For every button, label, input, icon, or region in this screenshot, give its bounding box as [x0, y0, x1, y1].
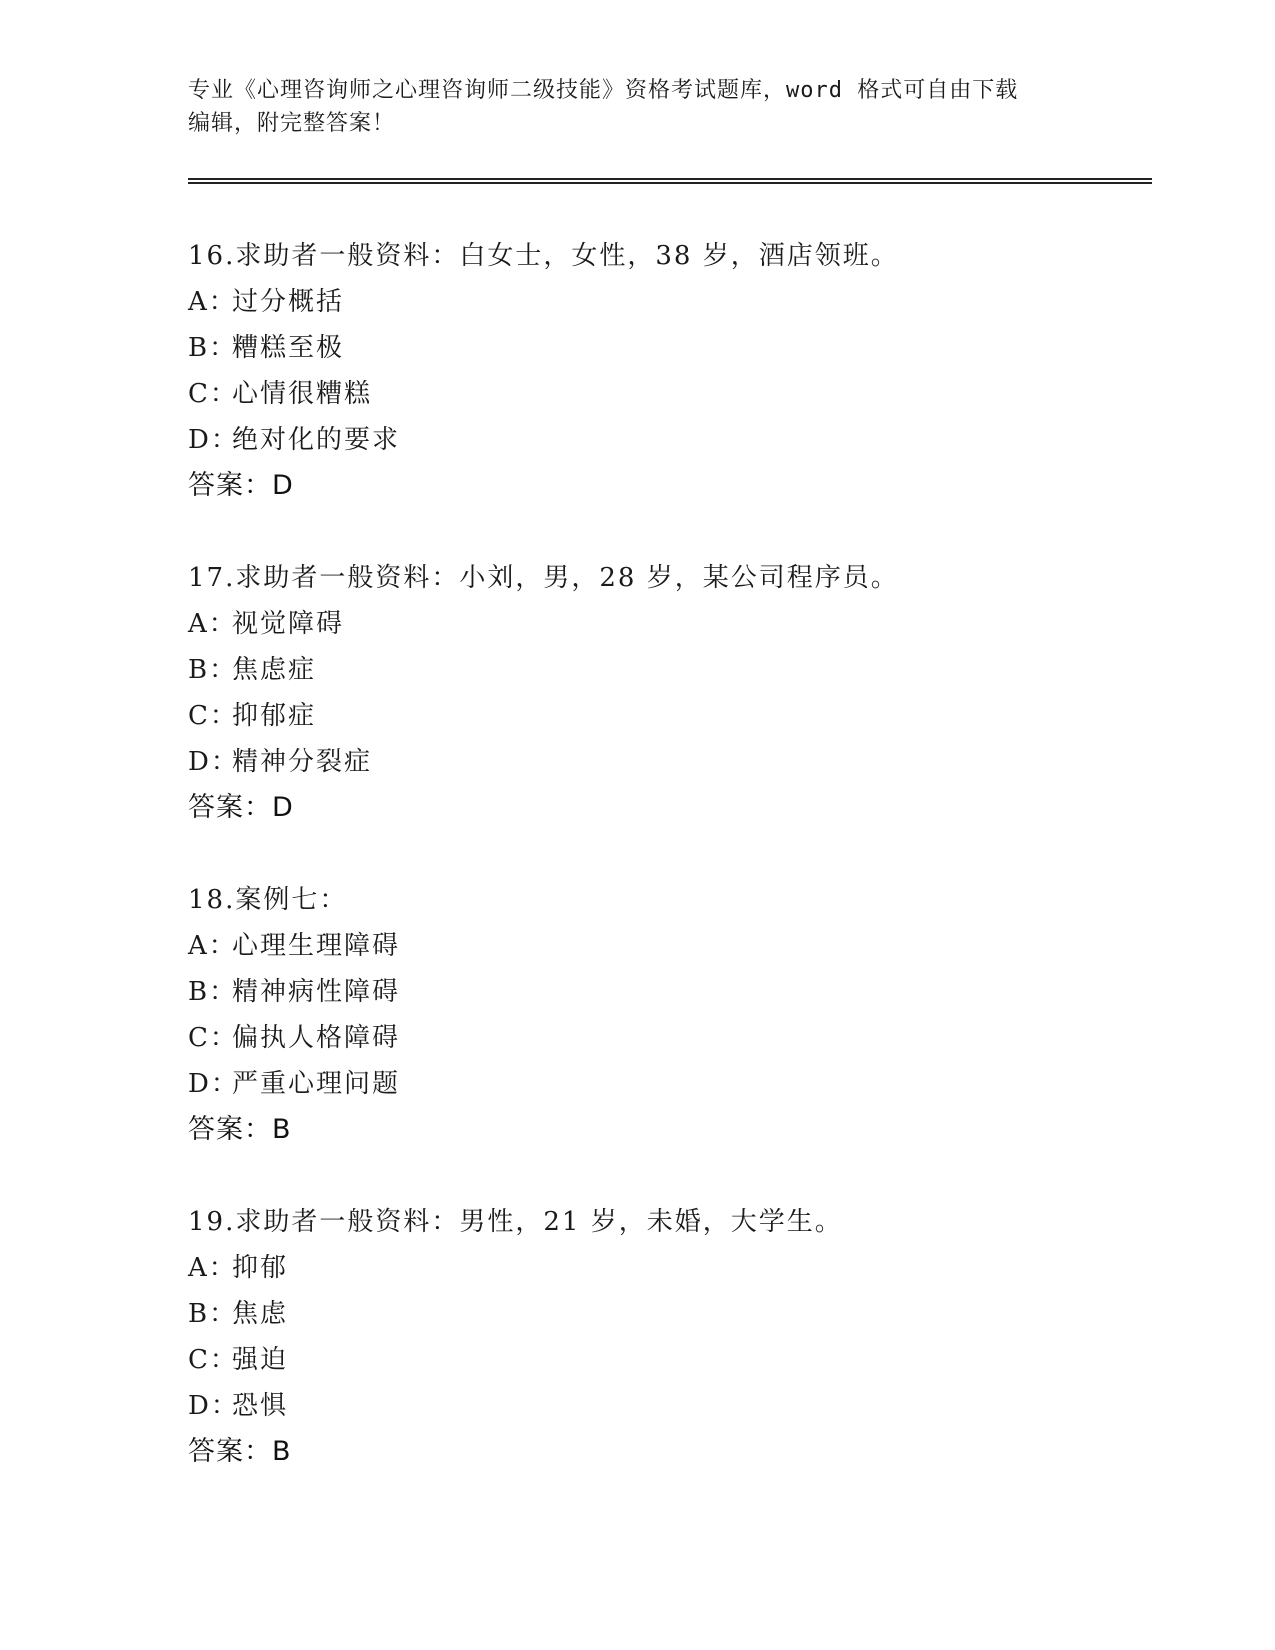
option-a	[188, 923, 1148, 969]
option-b	[188, 325, 1148, 371]
option-letter: C：	[188, 701, 238, 731]
option-c	[188, 1015, 1148, 1061]
option-letter: A：	[188, 609, 237, 639]
option-letter: D：	[188, 747, 239, 777]
option-text: 抑郁症	[232, 701, 317, 731]
header-line-1: 专业《心理咨询师之心理咨询师二级技能》资格考试题库，word 格式可自由下载	[188, 78, 1019, 103]
option-letter: A：	[188, 931, 237, 961]
option-letter: C：	[188, 1345, 238, 1375]
option-letter: B：	[188, 655, 238, 685]
header-double-rule	[188, 178, 1152, 184]
question-stem: 18.案例七：	[188, 885, 348, 915]
option-letter: D：	[188, 1069, 239, 1099]
question-block-19	[188, 1199, 1148, 1475]
option-b	[188, 1291, 1148, 1337]
option-letter: A：	[188, 1253, 237, 1283]
option-text: 糟糕至极	[232, 333, 345, 363]
option-text: 过分概括	[232, 287, 345, 317]
option-text: 视觉障碍	[232, 609, 345, 639]
answer-line: 答案：B	[188, 1436, 292, 1467]
document-header	[188, 74, 1088, 140]
option-letter: B：	[188, 977, 238, 1007]
option-text: 恐惧	[232, 1391, 289, 1421]
option-letter: D：	[188, 425, 239, 455]
option-a	[188, 601, 1148, 647]
option-b	[188, 969, 1148, 1015]
option-letter: A：	[188, 287, 237, 317]
option-text: 心理生理障碍	[232, 931, 401, 961]
header-line-2: 编辑，附完整答案！	[188, 111, 396, 136]
option-a	[188, 1245, 1148, 1291]
option-text: 严重心理问题	[232, 1069, 401, 1099]
option-d	[188, 1061, 1148, 1107]
question-stem: 17.求助者一般资料：小刘，男，28 岁，某公司程序员。	[188, 563, 899, 593]
option-d	[188, 739, 1148, 785]
option-c	[188, 693, 1148, 739]
option-d	[188, 1383, 1148, 1429]
option-letter: C：	[188, 379, 238, 409]
option-text: 强迫	[232, 1345, 289, 1375]
option-a	[188, 279, 1148, 325]
option-text: 精神病性障碍	[232, 977, 401, 1007]
option-letter: B：	[188, 1299, 238, 1329]
option-c	[188, 371, 1148, 417]
option-c	[188, 1337, 1148, 1383]
answer-line: 答案：B	[188, 1114, 292, 1145]
option-text: 绝对化的要求	[232, 425, 401, 455]
option-text: 偏执人格障碍	[232, 1023, 401, 1053]
option-d	[188, 417, 1148, 463]
rule-line-top	[188, 178, 1152, 180]
question-stem: 16.求助者一般资料：白女士，女性，38 岁，酒店领班。	[188, 241, 899, 271]
answer-line: 答案：D	[188, 470, 294, 501]
option-text: 精神分裂症	[232, 747, 373, 777]
option-b	[188, 647, 1148, 693]
option-text: 焦虑	[232, 1299, 289, 1329]
question-stem: 19.求助者一般资料：男性，21 岁，未婚，大学生。	[188, 1207, 843, 1237]
question-block-17	[188, 555, 1148, 831]
rule-line-bottom	[188, 182, 1152, 184]
option-text: 焦虑症	[232, 655, 317, 685]
option-letter: B：	[188, 333, 238, 363]
option-letter: D：	[188, 1391, 239, 1421]
option-text: 心情很糟糕	[232, 379, 373, 409]
question-block-16	[188, 233, 1148, 509]
answer-line: 答案：D	[188, 792, 294, 823]
option-text: 抑郁	[232, 1253, 289, 1283]
question-block-18	[188, 877, 1148, 1153]
option-letter: C：	[188, 1023, 238, 1053]
